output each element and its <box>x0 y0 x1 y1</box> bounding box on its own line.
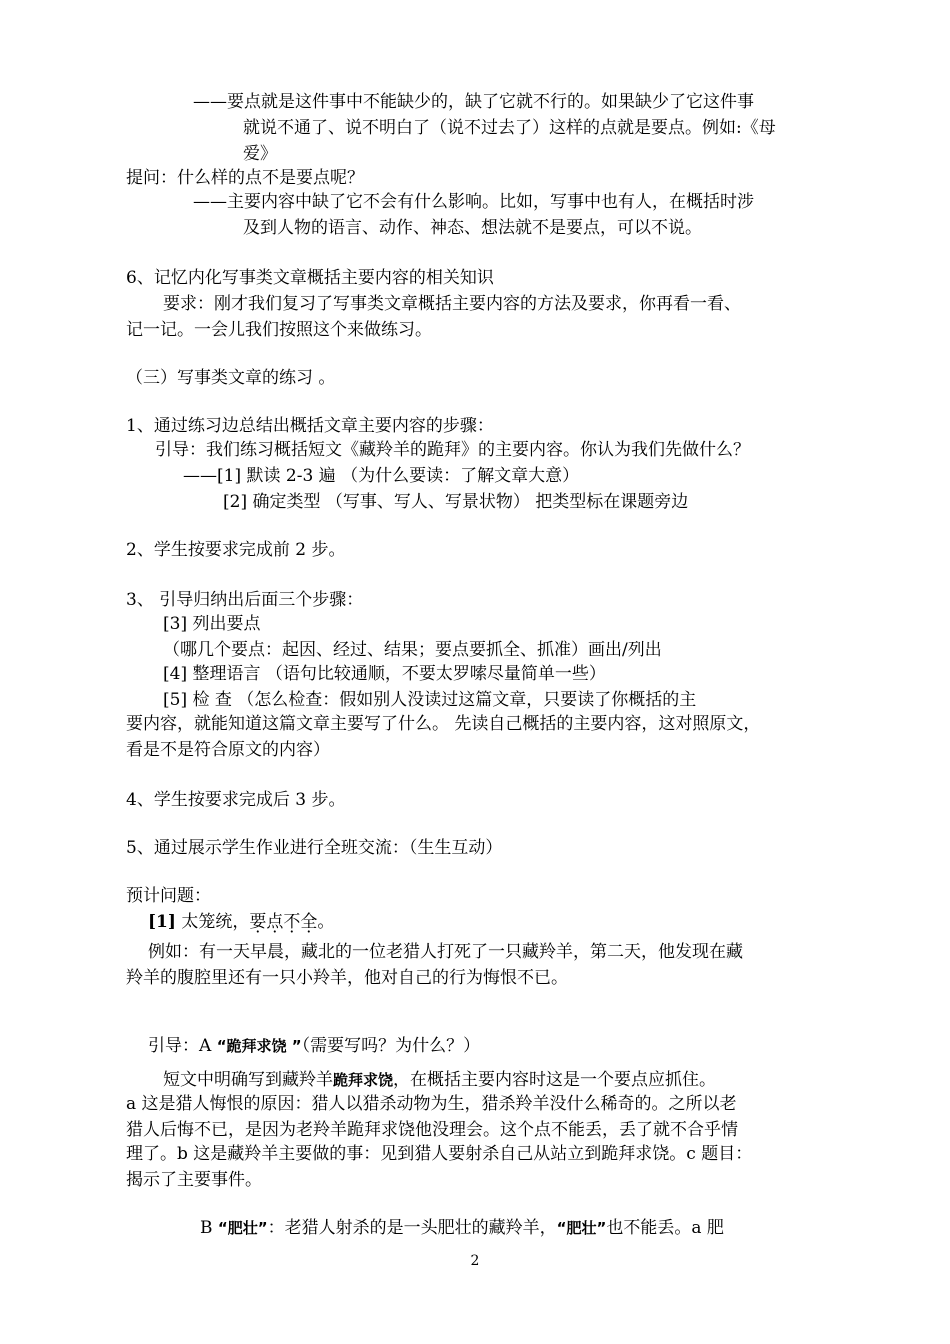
text-line: 例如：有一天早晨，藏北的一位老猎人打死了一只藏羚羊，第二天，他发现在藏 <box>148 942 743 962</box>
text-line: 2、学生按要求完成前 2 步。 <box>126 540 346 560</box>
text-line: 揭示了主要事件。 <box>126 1170 262 1190</box>
emphasis-char: 要 <box>249 912 267 932</box>
text-line: [5] 检 查 （怎么检查：假如别人没读过这篇文章，只要读了你概括的主 <box>163 690 697 710</box>
item-marker: [1] <box>148 912 176 932</box>
text-line: ——[1] 默读 2-3 遍 （为什么要读：了解文章大意） <box>183 466 580 486</box>
text-line: 6、记忆内化写事类文章概括主要内容的相关知识 <box>126 268 494 288</box>
text-line: 4、学生按要求完成后 3 步。 <box>126 790 346 810</box>
text-line: 5、通过展示学生作业进行全班交流：（生生互动） <box>126 838 503 858</box>
text-line: 提问：什么样的点不是要点呢？ <box>126 168 364 188</box>
emphasis-char: 全 <box>300 912 318 932</box>
emphasis-phrase: 跪拜求饶 <box>333 1071 394 1089</box>
text-line: 要内容，就能知道这篇文章主要写了什么。 先读自己概括的主要内容，这对照原文， <box>126 714 761 734</box>
emphasis-char: 不 <box>283 912 301 932</box>
text-line: 理了。b 这是藏羚羊主要做的事：见到猎人要射杀自己从站立到跪拜求饶。c 题目： <box>126 1144 753 1164</box>
text-line: ——主要内容中缺了它不会有什么影响。比如，写事中也有人，在概括时涉 <box>193 192 754 212</box>
text-line: 短文中明确写到藏羚羊跪拜求饶，在概括主要内容时这是一个要点应抓住。 <box>163 1070 717 1090</box>
text-line: a 这是猎人悔恨的原因：猎人以猎杀动物为生，猎杀羚羊没什么稀奇的。之所以老 <box>126 1094 737 1114</box>
text-line: [3] 列出要点 <box>163 614 261 634</box>
text-line: [4] 整理语言 （语句比较通顺，不要太罗嗦尽量简单一些） <box>163 664 606 684</box>
section-heading: （三）写事类文章的练习 。 <box>126 368 336 388</box>
text-line: 预计问题： <box>126 886 211 906</box>
text-line: ——要点就是这件事中不能缺少的，缺了它就不行的。如果缺少了它这件事 <box>193 92 754 112</box>
text-line: 引导：A “跪拜求饶 ”（需要写吗？为什么？） <box>148 1036 481 1056</box>
text-line: B “肥壮”：老猎人射杀的是一头肥壮的藏羚羊，“肥壮”也不能丢。a 肥 <box>200 1218 724 1238</box>
text-line: 就说不通了、说不明白了（说不过去了）这样的点就是要点。例如:《母 <box>243 118 776 138</box>
page-number: 2 <box>470 1253 480 1269</box>
text-line: [1] 太笼统，要点不全。 <box>148 912 335 932</box>
text-line: 及到人物的语言、动作、神态、想法就不是要点，可以不说。 <box>243 218 702 238</box>
text-line: 看是不是符合原文的内容） <box>126 740 330 760</box>
text-line: 要求：刚才我们复习了写事类文章概括主要内容的方法及要求，你再看一看、 <box>163 294 741 314</box>
text-line: 1、通过练习边总结出概括文章主要内容的步骤： <box>126 416 494 436</box>
emphasis-phrase: “肥壮” <box>556 1219 607 1237</box>
emphasis-char: 点 <box>266 912 284 932</box>
text-line: 3、 引导归纳出后面三个步骤： <box>126 590 364 610</box>
text-line: 猎人后悔不已，是因为老羚羊跪拜求饶他没理会。这个点不能丢，丢了就不合乎情 <box>126 1120 738 1140</box>
emphasis-phrase: “肥壮” <box>217 1219 268 1237</box>
text-line: [2] 确定类型 （写事、写人、写景状物） 把类型标在课题旁边 <box>223 492 689 512</box>
text-line: 爱》 <box>243 144 277 164</box>
text-line: 记一记。一会儿我们按照这个来做练习。 <box>126 320 432 340</box>
emphasis-phrase: “跪拜求饶 ” <box>216 1037 302 1055</box>
text-line: （哪几个要点：起因、经过、结果；要点要抓全、抓准）画出/列出 <box>163 640 662 660</box>
text-line: 羚羊的腹腔里还有一只小羚羊，他对自己的行为悔恨不已。 <box>126 968 568 988</box>
text-line: 引导：我们练习概括短文《藏羚羊的跪拜》的主要内容。你认为我们先做什么？ <box>155 440 750 460</box>
